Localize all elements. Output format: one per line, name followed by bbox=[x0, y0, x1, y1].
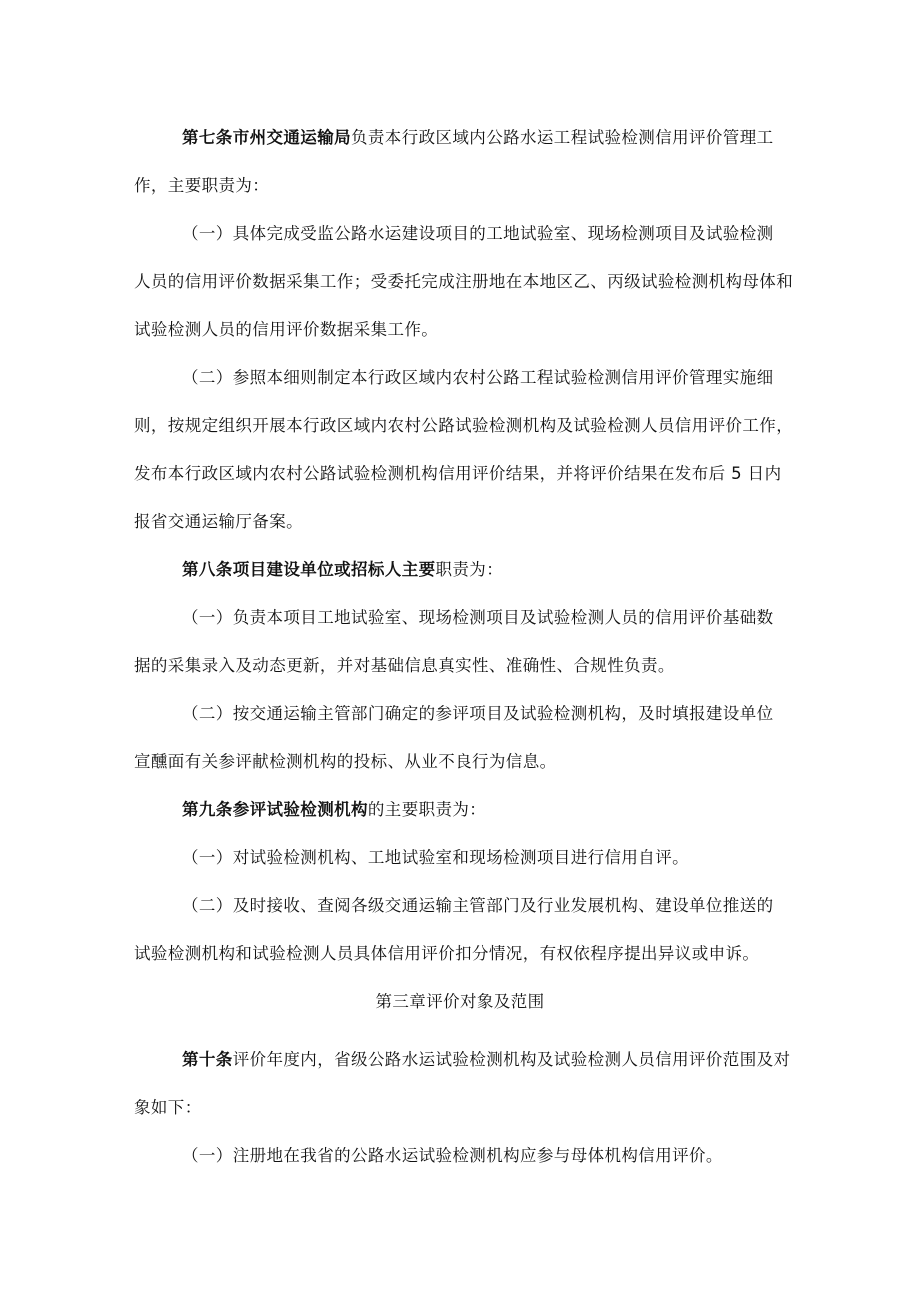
article-9-line-1 bbox=[182, 798, 486, 822]
article-7-heading: 第七条市州交通运输局 bbox=[182, 128, 351, 147]
article-7-item-1-line-3: 试验检测人员的信用评价数据采集工作。 bbox=[134, 320, 439, 339]
article-10-line-1 bbox=[182, 1048, 790, 1072]
article-8-heading: 第八条项目建设单位或招标人主要 bbox=[182, 560, 436, 579]
article-7-intro: 负责本行政区域内公路水运工程试验检测信用评价管理工 bbox=[351, 128, 774, 147]
article-10-heading: 第十条 bbox=[182, 1050, 233, 1069]
article-9-item-2-line-1: （二）及时接收、查阅各级交通运输主管部门及行业发展机构、建设单位推送的 bbox=[182, 896, 774, 915]
article-10-intro: 评价年度内，省级公路水运试验检测机构及试验检测人员信用评价范围及对 bbox=[232, 1050, 791, 1069]
article-9-intro: 的主要职责为： bbox=[367, 800, 487, 819]
article-7-item-1-line-2: 人员的信用评价数据采集工作；受委托完成注册地在本地区乙、丙级试验检测机构母体和 bbox=[134, 272, 794, 291]
article-7-item-2-line-4: 报省交通运输厅备案。 bbox=[134, 512, 303, 531]
article-7-item-2-line-3: 发布本行政区域内农村公路试验检测机构信用评价结果，并将评价结果在发布后 5 日内 bbox=[134, 464, 782, 483]
article-8-line-1 bbox=[182, 558, 503, 582]
article-9-item-1-line-1: （一）对试验检测机构、工地试验室和现场检测项目进行信用自评。 bbox=[182, 848, 689, 867]
article-7-item-2-line-2: 则，按规定组织开展本行政区域内农村公路试验检测机构及试验检测人员信用评价工作， bbox=[134, 416, 794, 435]
article-8-item-2-line-2: 宣醺面有关参评献检测机构的投标、从业不良行为信息。 bbox=[134, 752, 557, 771]
article-7-item-2-line-1: （二）参照本细则制定本行政区域内农村公路工程试验检测信用评价管理实施细 bbox=[182, 368, 774, 387]
article-7-item-1-line-1: （一）具体完成受监公路水运建设项目的工地试验室、现场检测项目及试验检测 bbox=[182, 224, 774, 243]
article-9-heading: 第九条参评试验检测机构 bbox=[182, 800, 368, 819]
article-9-item-2-line-2: 试验检测机构和试验检测人员具体信用评价扣分情况，有权依程序提出异议或申诉。 bbox=[134, 944, 760, 963]
chapter-3-heading: 第三章评价对象及范围 bbox=[375, 992, 545, 1011]
article-8-item-1-line-1: （一）负责本项目工地试验室、现场检测项目及试验检测人员的信用评价基础数 bbox=[182, 608, 774, 627]
article-7-line-1 bbox=[182, 126, 774, 150]
article-10-line-2: 象如下： bbox=[134, 1098, 202, 1117]
article-7-line-2: 作，主要职责为： bbox=[134, 176, 270, 195]
article-8-intro: 职责为： bbox=[435, 560, 504, 579]
article-8-item-2-line-1: （二）按交通运输主管部门确定的参评项目及试验检测机构，及时填报建设单位 bbox=[182, 704, 774, 723]
article-10-item-1-line-1: （一）注册地在我省的公路水运试验检测机构应参与母体机构信用评价。 bbox=[182, 1146, 723, 1165]
article-8-item-1-line-2: 据的采集录入及动态更新，并对基础信息真实性、准确性、合规性负责。 bbox=[134, 656, 675, 675]
